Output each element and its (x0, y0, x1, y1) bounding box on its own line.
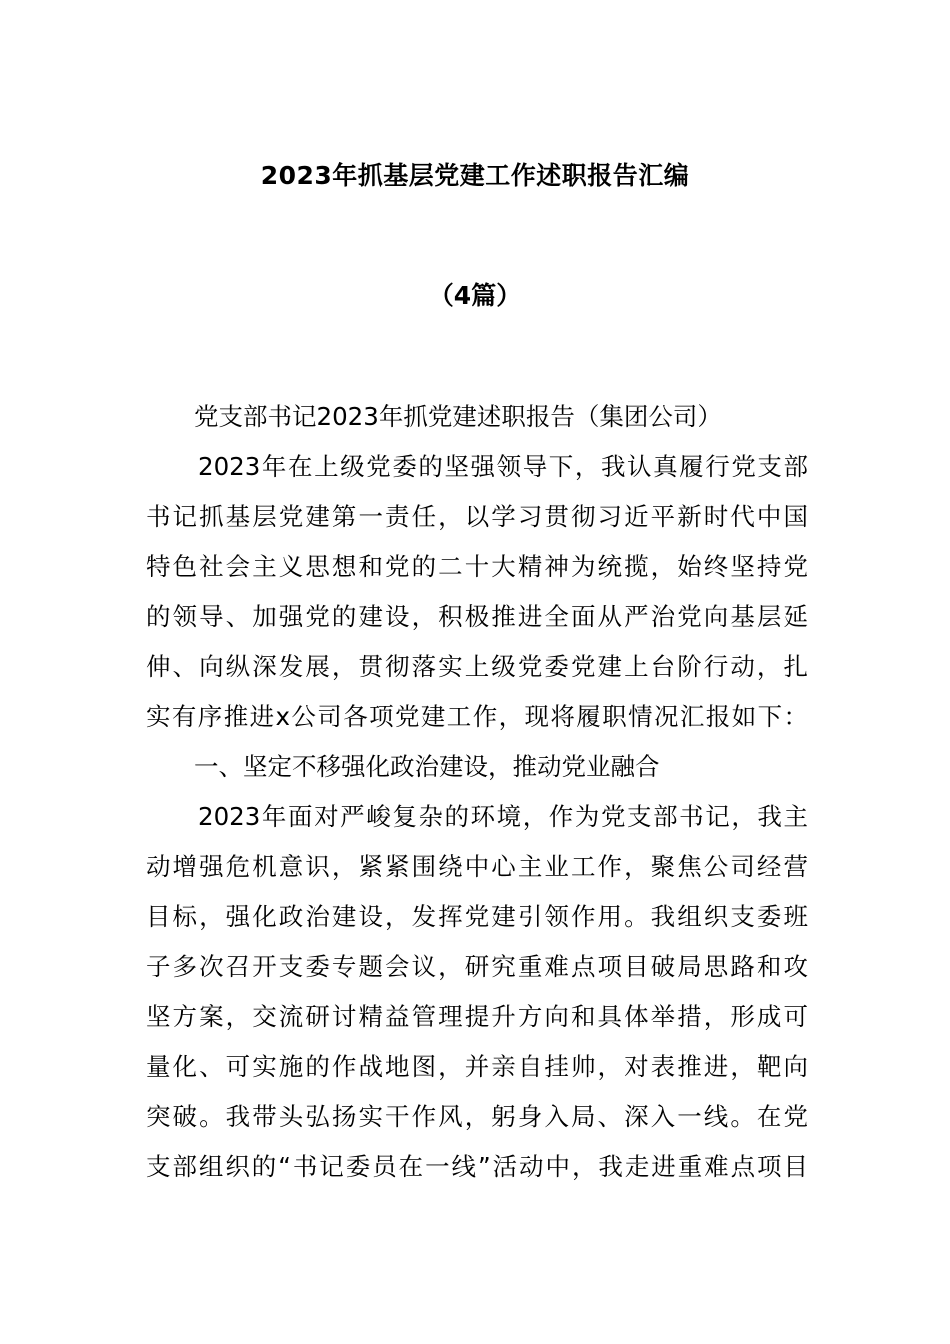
section-heading: 党支部书记2023年抓党建述职报告（集团公司） (194, 402, 722, 431)
paragraph-line: 目标，强化政治建设，发挥党建引领作用。我组织支委班 (146, 902, 808, 931)
paragraph-line: 支部组织的“书记委员在一线”活动中，我走进重难点项目 (146, 1152, 808, 1181)
paragraph-line: 突破。我带头弘扬实干作风，躬身入局、深入一线。在党 (146, 1102, 808, 1131)
subheading: 一、坚定不移强化政治建设，推动党业融合 (194, 752, 660, 781)
document-subtitle: （4篇） (428, 281, 522, 310)
document-title: 2023年抓基层党建工作述职报告汇编 (260, 161, 690, 190)
paragraph-line: 实有序推进x公司各项党建工作，现将履职情况汇报如下： (146, 702, 808, 731)
paragraph-line: 2023年面对严峻复杂的环境，作为党支部书记，我主 (198, 802, 808, 831)
paragraph-line: 量化、可实施的作战地图，并亲自挂帅，对表推进，靶向 (146, 1052, 808, 1081)
paragraph-line: 书记抓基层党建第一责任，以学习贯彻习近平新时代中国 (146, 502, 808, 531)
paragraph-line: 的领导、加强党的建设，积极推进全面从严治党向基层延 (146, 602, 808, 631)
paragraph-line: 坚方案，交流研讨精益管理提升方向和具体举措，形成可 (146, 1002, 808, 1031)
document-body (146, 392, 808, 1192)
paragraph-line: 动增强危机意识，紧紧围绕中心主业工作，聚焦公司经营 (146, 852, 808, 881)
paragraph-line: 子多次召开支委专题会议，研究重难点项目破局思路和攻 (146, 952, 808, 981)
paragraph-line: 特色社会主义思想和党的二十大精神为统揽，始终坚持党 (146, 552, 808, 581)
paragraph-line: 伸、向纵深发展，贯彻落实上级党委党建上台阶行动，扎 (146, 652, 808, 681)
paragraph-line: 2023年在上级党委的坚强领导下，我认真履行党支部 (198, 452, 808, 481)
